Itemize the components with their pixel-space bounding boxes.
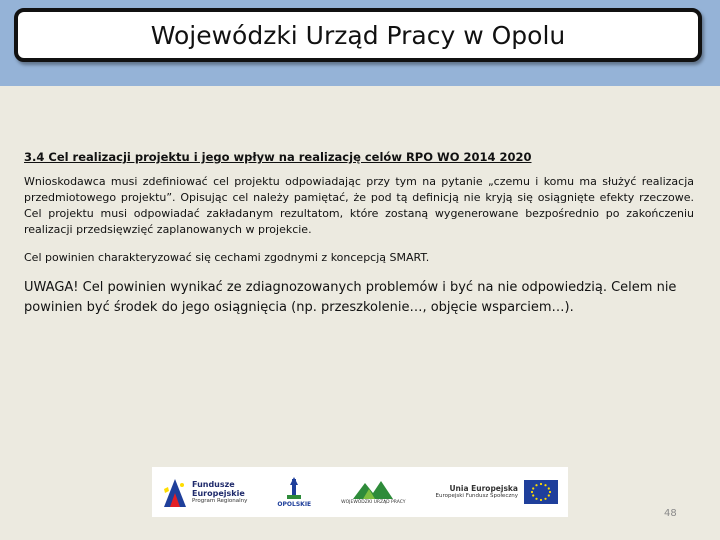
wup-mountains-icon [353,479,393,499]
section-heading: 3.4 Cel realizacji projektu i jego wpływ na realizację celów RPO WO 2014 2020 [24,150,532,164]
opolskie-tower-icon [284,477,304,501]
fe-line1: Fundusze [192,479,235,489]
title-box [14,8,702,62]
wup-label: WOJEWÓDZKI URZĄD PRACY [341,499,406,505]
fe-line2: Europejskie [192,488,245,498]
slide-content [24,150,694,318]
paragraph-definition: Wnioskodawca musi zdefiniować cel projektu odpowiadając przy tym na pytanie „czemu i komu ma służyć realizacja przedmiotowego projektu”. Opisując cel należy pamiętać, że pod tą definicją nie kryją się osiągnięte efekty rzeczowe. Cel projektu musi odpowiadać zakładanym rezultatom, które zostaną wygenerowane bezpośrednio po zakończeniu realizacji przedsięwzięć zaplanowanych w projekcie. [24,175,694,236]
fe-emblem-icon [162,475,188,509]
logo-opolskie [277,477,311,508]
logo-fundusze-europejskie [162,475,247,509]
ue-line2: Europejski Fundusz Społeczny [435,493,518,499]
warning-note: UWAGA! Cel powinien wynikać ze zdiagnozowanych problemów i być na nie odpowiedzią. Celem nie powinien być środek do jego osiągnięcia (np. przeszkolenie…, objęcie wsparciem…). [24,280,677,315]
logo-strip [152,467,568,517]
ue-line1: Unia Europejska [449,484,518,493]
eu-flag-icon [524,480,558,504]
opolskie-label: OPOLSKIE [277,500,312,508]
paragraph-smart: Cel powinien charakteryzować się cechami zgodnymi z koncepcją SMART. [24,251,430,264]
page-title: Wojewódzki Urząd Pracy w Opolu [150,20,566,50]
fe-line3: Program Regionalny [192,497,248,504]
logo-wup [341,479,405,506]
logo-unia-europejska [436,480,558,504]
page-number: 48 [664,508,677,519]
